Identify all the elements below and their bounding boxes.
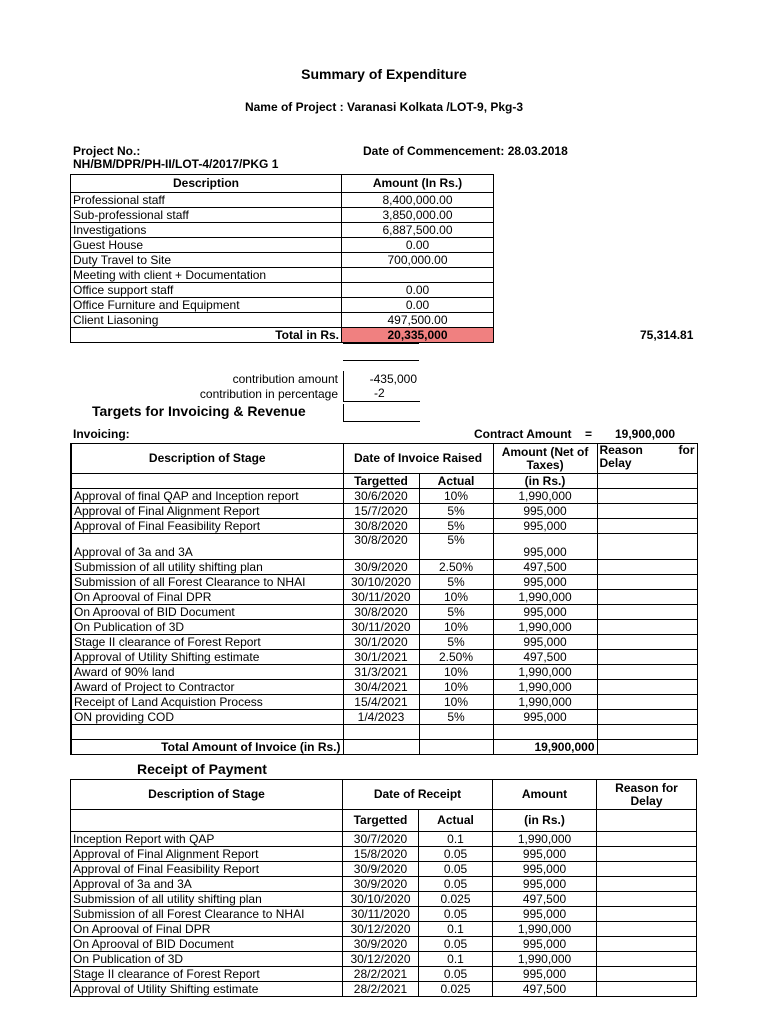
- invoice-reason: [597, 680, 697, 695]
- expenditure-desc: Professional staff: [71, 193, 342, 208]
- project-no-label: Project No.:: [73, 144, 141, 158]
- invoice-reason: [597, 590, 697, 605]
- receipt-actual: 0.1: [419, 922, 493, 937]
- invoice-reason: [597, 620, 697, 635]
- invoice-target-date: 30/1/2020: [343, 635, 419, 650]
- invoice-row: [71, 489, 697, 504]
- expenditure-amount: 0.00: [342, 238, 494, 253]
- expenditure-row: [71, 223, 494, 238]
- invoice-actual: 2.50%: [419, 650, 493, 665]
- receipt-header-actual: Actual: [419, 810, 493, 832]
- invoice-reason: [597, 575, 697, 590]
- expenditure-header-description: Description: [71, 175, 342, 193]
- invoice-reason: [597, 560, 697, 575]
- invoice-actual: 5%: [419, 504, 493, 519]
- receipt-actual: 0.05: [419, 937, 493, 952]
- receipt-reason: [597, 847, 697, 862]
- invoice-target-date: 30/8/2020: [343, 519, 419, 534]
- receipt-row: [71, 982, 697, 997]
- receipt-header-in-rs: (in Rs.): [493, 810, 597, 832]
- receipt-amount: 995,000: [493, 967, 597, 982]
- expenditure-amount: 497,500.00: [342, 313, 494, 328]
- receipt-actual: 0.025: [419, 982, 493, 997]
- invoice-target-date: 30/11/2020: [343, 620, 419, 635]
- receipt-target-date: 30/7/2020: [343, 832, 419, 847]
- expenditure-amount: 3,850,000.00: [342, 208, 494, 223]
- receipt-row: [71, 892, 697, 907]
- receipt-target-date: 15/8/2020: [343, 847, 419, 862]
- receipt-heading: Receipt of Payment: [137, 761, 267, 777]
- expenditure-desc: Duty Travel to Site: [71, 253, 342, 268]
- invoice-row: [71, 575, 697, 590]
- invoice-amount: 497,500: [493, 650, 597, 665]
- receipt-subheader-empty: [71, 810, 343, 832]
- expenditure-side-value: 75,314.81: [640, 328, 694, 342]
- invoice-target-date: 15/7/2020: [343, 504, 419, 519]
- invoice-actual: 5%: [419, 710, 493, 725]
- contract-amount-label: Contract Amount: [474, 427, 572, 441]
- receipt-stage: Approval of Final Feasibility Report: [71, 862, 343, 877]
- receipt-amount: 497,500: [493, 892, 597, 907]
- expenditure-desc: Investigations: [71, 223, 342, 238]
- receipt-stage: Approval of Final Alignment Report: [71, 847, 343, 862]
- invoice-amount: 1,990,000: [493, 590, 597, 605]
- invoice-actual: 5%: [419, 635, 493, 650]
- receipt-reason: [597, 832, 697, 847]
- invoice-actual: 5%: [419, 534, 493, 560]
- receipt-row: [71, 907, 697, 922]
- receipt-reason: [597, 922, 697, 937]
- contribution-percent-label: contribution in percentage: [199, 387, 338, 401]
- receipt-target-date: 30/12/2020: [343, 922, 419, 937]
- invoice-row: [71, 635, 697, 650]
- invoice-row: [71, 590, 697, 605]
- invoice-row: [71, 710, 697, 725]
- receipt-reason: [597, 937, 697, 952]
- receipt-row: [71, 967, 697, 982]
- invoice-amount: 995,000: [493, 504, 597, 519]
- invoice-header-targetted: Targetted: [343, 474, 419, 489]
- invoice-amount: 1,990,000: [493, 695, 597, 710]
- invoice-stage: On Aprooval of Final DPR: [71, 590, 343, 605]
- invoice-header-reason-c: Delay: [599, 456, 632, 470]
- receipt-target-date: 30/9/2020: [343, 877, 419, 892]
- invoice-stage: Stage II clearance of Forest Report: [71, 635, 343, 650]
- invoice-amount: 995,000: [493, 605, 597, 620]
- expenditure-row: [71, 283, 494, 298]
- receipt-row: [71, 922, 697, 937]
- receipt-amount: 995,000: [493, 877, 597, 892]
- expenditure-desc: Office Furniture and Equipment: [71, 298, 342, 313]
- receipt-row: [71, 847, 697, 862]
- invoice-reason: [597, 665, 697, 680]
- invoice-target-date: 30/1/2021: [343, 650, 419, 665]
- receipt-actual: 0.05: [419, 907, 493, 922]
- invoice-reason: [597, 635, 697, 650]
- invoice-header-amount: Amount (Net of Taxes): [493, 444, 597, 474]
- contribution-empty-cell: [343, 404, 420, 422]
- receipt-reason: [597, 907, 697, 922]
- project-name: Name of Project : Varanasi Kolkata /LOT-9, Pkg-3: [244, 100, 524, 114]
- invoice-stage: ON providing COD: [71, 710, 343, 725]
- invoice-amount: 1,990,000: [493, 680, 597, 695]
- receipt-header-reason: Reason for Delay: [597, 780, 697, 810]
- invoice-row: [71, 620, 697, 635]
- invoice-actual: 5%: [419, 605, 493, 620]
- targets-heading: Targets for Invoicing & Revenue: [92, 403, 306, 419]
- invoice-target-date: 30/9/2020: [343, 560, 419, 575]
- invoice-row: [71, 605, 697, 620]
- invoice-header-reason-b: for: [678, 443, 695, 457]
- invoice-target-date: 30/6/2020: [343, 489, 419, 504]
- invoice-actual: 10%: [419, 489, 493, 504]
- expenditure-total-value: 20,335,000: [342, 328, 494, 343]
- invoice-stage: Approval of final QAP and Inception report: [71, 489, 343, 504]
- invoice-target-date: 1/4/2023: [343, 710, 419, 725]
- receipt-amount: 1,990,000: [493, 832, 597, 847]
- receipt-reason: [597, 967, 697, 982]
- invoice-row: [71, 519, 697, 534]
- invoice-actual: 5%: [419, 519, 493, 534]
- invoice-amount: 995,000: [493, 534, 597, 560]
- invoice-target-date: 30/4/2021: [343, 680, 419, 695]
- invoice-amount: 995,000: [493, 710, 597, 725]
- receipt-header-date: Date of Receipt: [343, 780, 493, 810]
- receipt-stage: Approval of 3a and 3A: [71, 877, 343, 892]
- invoice-amount: 995,000: [493, 635, 597, 650]
- receipt-amount: 995,000: [493, 907, 597, 922]
- invoice-stage: Receipt of Land Acquistion Process: [71, 695, 343, 710]
- contribution-cell-border: [343, 371, 420, 402]
- receipt-actual: 0.025: [419, 892, 493, 907]
- expenditure-row: [71, 193, 494, 208]
- receipt-header-stage: Description of Stage: [71, 780, 343, 810]
- expenditure-desc: Guest House: [71, 238, 342, 253]
- invoice-actual: 2.50%: [419, 560, 493, 575]
- invoice-actual: 10%: [419, 590, 493, 605]
- expenditure-total-label: Total in Rs.: [71, 328, 342, 343]
- receipt-reason: [597, 892, 697, 907]
- receipt-reason: [597, 862, 697, 877]
- expenditure-desc: Office support staff: [71, 283, 342, 298]
- invoice-row: [71, 650, 697, 665]
- receipt-amount: 1,990,000: [493, 952, 597, 967]
- receipt-target-date: 28/2/2021: [343, 982, 419, 997]
- invoice-target-date: 31/3/2021: [343, 665, 419, 680]
- invoice-row: [71, 695, 697, 710]
- receipt-actual: 0.05: [419, 877, 493, 892]
- invoice-header-in-rs: (in Rs.): [493, 474, 597, 489]
- invoice-target-date: 30/8/2020: [343, 605, 419, 620]
- receipt-reason: [597, 877, 697, 892]
- receipt-amount: 1,990,000: [493, 922, 597, 937]
- expenditure-row: [71, 208, 494, 223]
- receipt-stage: Submission of all utility shifting plan: [71, 892, 343, 907]
- receipt-stage: Submission of all Forest Clearance to NHAI: [71, 907, 343, 922]
- invoice-target-date: 30/11/2020: [343, 590, 419, 605]
- receipt-stage: On Aprooval of BID Document: [71, 937, 343, 952]
- invoice-total-value: 19,900,000: [493, 740, 597, 755]
- invoicing-label: Invoicing:: [73, 427, 130, 441]
- invoice-stage: On Publication of 3D: [71, 620, 343, 635]
- invoice-reason: [597, 534, 697, 560]
- project-no-value: NH/BM/DPR/PH-II/LOT-4/2017/PKG 1: [73, 157, 279, 171]
- receipt-row: [71, 832, 697, 847]
- invoice-stage: Approval of 3a and 3A: [71, 534, 343, 560]
- receipt-actual: 0.05: [419, 862, 493, 877]
- receipt-header-amount: Amount: [493, 780, 597, 810]
- receipt-reason: [597, 952, 697, 967]
- receipt-amount: 497,500: [493, 982, 597, 997]
- invoice-blank-row: [71, 725, 343, 740]
- expenditure-amount: 8,400,000.00: [342, 193, 494, 208]
- invoice-row: [71, 560, 697, 575]
- receipt-stage: On Publication of 3D: [71, 952, 343, 967]
- invoice-actual: 10%: [419, 680, 493, 695]
- expenditure-amount: [342, 268, 494, 283]
- invoice-reason: [597, 489, 697, 504]
- invoice-stage: Approval of Final Feasibility Report: [71, 519, 343, 534]
- receipt-actual: 0.1: [419, 952, 493, 967]
- receipt-stage: Stage II clearance of Forest Report: [71, 967, 343, 982]
- receipt-header-targetted: Targetted: [343, 810, 419, 832]
- invoice-reason: [597, 650, 697, 665]
- invoice-reason: [597, 519, 697, 534]
- invoice-reason: [597, 695, 697, 710]
- contract-amount-equals: =: [585, 427, 593, 441]
- receipt-row: [71, 862, 697, 877]
- invoice-stage: Approval of Final Alignment Report: [71, 504, 343, 519]
- page-title: Summary of Expenditure: [301, 66, 467, 82]
- receipt-row: [71, 952, 697, 967]
- invoice-actual: 10%: [419, 695, 493, 710]
- receipt-target-date: 30/9/2020: [343, 937, 419, 952]
- invoice-total-label: Total Amount of Invoice (in Rs.): [71, 740, 343, 755]
- invoice-amount: 1,990,000: [493, 665, 597, 680]
- invoice-row: [71, 534, 697, 560]
- expenditure-amount: 6,887,500.00: [342, 223, 494, 238]
- invoice-subheader-reason-empty: [597, 474, 697, 489]
- invoice-reason: [597, 710, 697, 725]
- receipt-row: [71, 877, 697, 892]
- contribution-amount-label: contribution amount: [232, 372, 338, 386]
- receipt-target-date: 30/11/2020: [343, 907, 419, 922]
- expenditure-row: [71, 253, 494, 268]
- receipt-actual: 0.1: [419, 832, 493, 847]
- receipt-target-date: 30/12/2020: [343, 952, 419, 967]
- invoice-target-date: 15/4/2021: [343, 695, 419, 710]
- invoice-stage: Award of 90% land: [71, 665, 343, 680]
- expenditure-row: [71, 238, 494, 253]
- invoice-amount: 1,990,000: [493, 489, 597, 504]
- invoice-actual: 5%: [419, 575, 493, 590]
- receipt-table: [70, 779, 697, 997]
- invoice-target-date: 30/10/2020: [343, 575, 419, 590]
- receipt-target-date: 30/9/2020: [343, 862, 419, 877]
- invoice-row: [71, 665, 697, 680]
- receipt-row: [71, 937, 697, 952]
- receipt-target-date: 30/10/2020: [343, 892, 419, 907]
- contribution-percent-value: -2: [374, 386, 385, 400]
- invoice-header-reason: [597, 444, 697, 474]
- invoice-amount: 1,990,000: [493, 620, 597, 635]
- invoice-actual: 10%: [419, 665, 493, 680]
- invoice-stage: Submission of all Forest Clearance to NHAI: [71, 575, 343, 590]
- expenditure-row: [71, 268, 494, 283]
- receipt-actual: 0.05: [419, 967, 493, 982]
- expenditure-header-amount: Amount (In Rs.): [342, 175, 494, 193]
- expenditure-desc: Sub-professional staff: [71, 208, 342, 223]
- invoice-row: [71, 680, 697, 695]
- invoice-row: [71, 504, 697, 519]
- invoice-amount: 995,000: [493, 519, 597, 534]
- expenditure-row: [71, 298, 494, 313]
- invoice-amount: 497,500: [493, 560, 597, 575]
- commencement-date: Date of Commencement: 28.03.2018: [363, 144, 568, 158]
- invoicing-table: [70, 443, 698, 755]
- invoice-subheader-empty: [71, 474, 343, 489]
- expenditure-table: [70, 174, 494, 343]
- expenditure-amount: 0.00: [342, 283, 494, 298]
- receipt-stage: Inception Report with QAP: [71, 832, 343, 847]
- receipt-amount: 995,000: [493, 862, 597, 877]
- expenditure-amount: 700,000.00: [342, 253, 494, 268]
- receipt-amount: 995,000: [493, 937, 597, 952]
- invoice-header-date: Date of Invoice Raised: [343, 444, 493, 474]
- contract-amount-value: 19,900,000: [615, 427, 676, 441]
- receipt-stage: Approval of Utility Shifting estimate: [71, 982, 343, 997]
- invoice-actual: 10%: [419, 620, 493, 635]
- contribution-spacer-cell: [343, 343, 419, 361]
- receipt-reason: [597, 982, 697, 997]
- expenditure-row: [71, 313, 494, 328]
- contribution-amount-value: -435,000: [369, 372, 417, 386]
- invoice-stage: Submission of all utility shifting plan: [71, 560, 343, 575]
- receipt-subheader-reason-empty: [597, 810, 697, 832]
- invoice-reason: [597, 605, 697, 620]
- expenditure-desc: Client Liasoning: [71, 313, 342, 328]
- receipt-amount: 995,000: [493, 847, 597, 862]
- invoice-stage: On Aprooval of BID Document: [71, 605, 343, 620]
- invoice-header-reason-a: Reason: [599, 443, 643, 457]
- receipt-stage: On Aprooval of Final DPR: [71, 922, 343, 937]
- expenditure-desc: Meeting with client + Documentation: [71, 268, 342, 283]
- receipt-target-date: 28/2/2021: [343, 967, 419, 982]
- invoice-target-date: 30/8/2020: [343, 534, 419, 560]
- receipt-actual: 0.05: [419, 847, 493, 862]
- expenditure-amount: 0.00: [342, 298, 494, 313]
- invoice-stage: Approval of Utility Shifting estimate: [71, 650, 343, 665]
- invoice-header-stage: Description of Stage: [71, 444, 343, 474]
- invoice-header-actual: Actual: [419, 474, 493, 489]
- invoice-reason: [597, 504, 697, 519]
- invoice-amount: 995,000: [493, 575, 597, 590]
- invoice-stage: Award of Project to Contractor: [71, 680, 343, 695]
